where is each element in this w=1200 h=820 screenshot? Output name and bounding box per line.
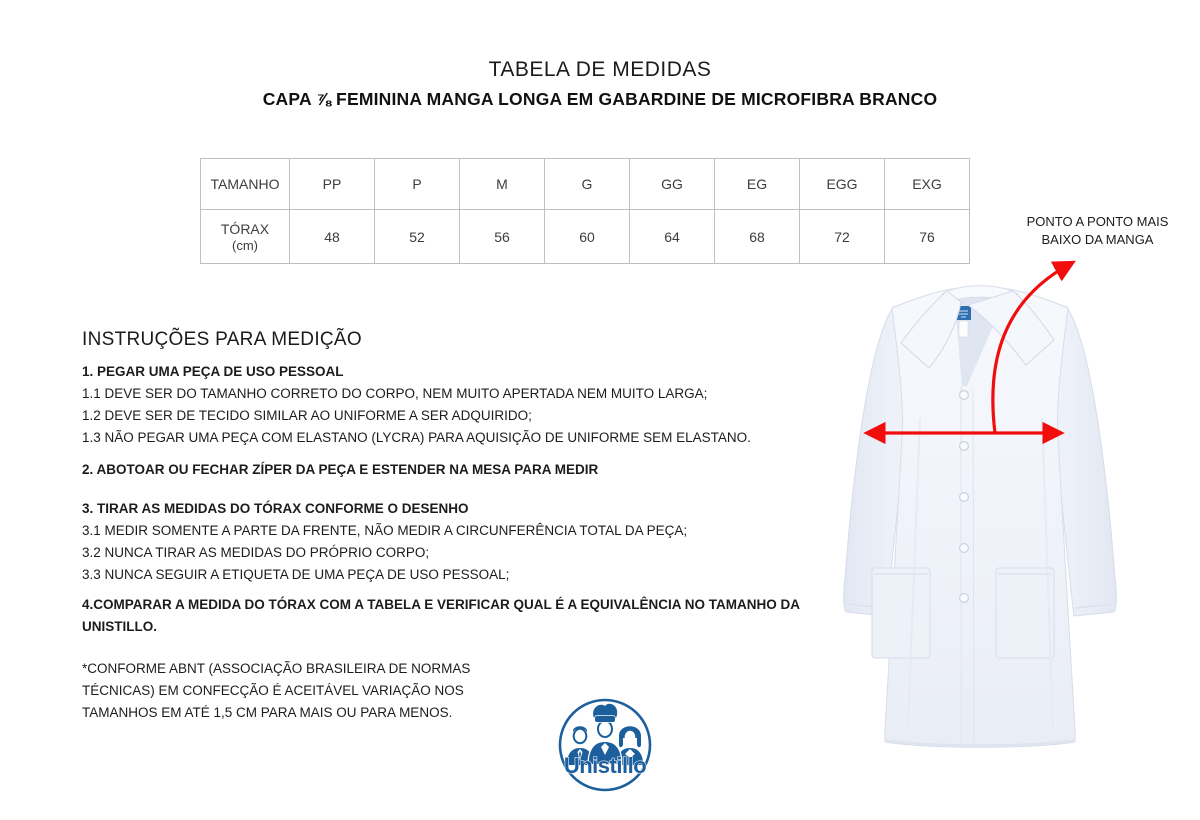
table-row-label	[201, 210, 290, 264]
annotation-line-2: BAIXO DA MANGA	[1041, 232, 1154, 247]
instruction-section-4	[82, 594, 802, 638]
table-value-cell: 68	[715, 210, 800, 264]
table-value-cell: 56	[460, 210, 545, 264]
size-table	[200, 158, 970, 264]
instructions-heading: INSTRUÇÕES PARA MEDIÇÃO	[82, 329, 362, 350]
footnote-line: TÉCNICAS) EM CONFECÇÃO É ACEITÁVEL VARIAÇÃO NOS	[82, 683, 464, 698]
size-table-value-row	[201, 210, 970, 264]
table-header-cell: EG	[715, 159, 800, 210]
table-value-cell: 48	[290, 210, 375, 264]
footnote	[82, 658, 470, 724]
instructions-body	[82, 361, 802, 638]
table-header-cell: P	[375, 159, 460, 210]
table-header-cell: M	[460, 159, 545, 210]
instruction-line: 3.2 NUNCA TIRAR AS MEDIDAS DO PRÓPRIO CORPO;	[82, 545, 430, 560]
table-value-cell: 72	[800, 210, 885, 264]
table-value-cell: 52	[375, 210, 460, 264]
lab-coat-image	[830, 278, 1130, 758]
logo-wordmark: Unistillo	[563, 753, 647, 778]
section-heading: 2. ABOTOAR OU FECHAR ZÍPER DA PEÇA E ESTENDER NA MESA PARA MEDIR	[82, 462, 599, 477]
measurement-annotation	[1015, 213, 1180, 249]
table-header-cell: GG	[630, 159, 715, 210]
instruction-section-3	[82, 498, 802, 586]
table-header-cell: EXG	[885, 159, 970, 210]
instruction-line: 1.3 NÃO PEGAR UMA PEÇA COM ELASTANO (LYCRA) PARA AQUISIÇÃO DE UNIFORME SEM ELASTANO.	[82, 430, 751, 445]
table-header-cell: G	[545, 159, 630, 210]
table-header-label: TAMANHO	[201, 159, 290, 210]
instruction-line: 1.2 DEVE SER DE TECIDO SIMILAR AO UNIFORME A SER ADQUIRIDO;	[82, 408, 532, 423]
page-title: TABELA DE MEDIDAS	[488, 58, 712, 81]
table-value-cell: 76	[885, 210, 970, 264]
instruction-section-1	[82, 361, 802, 449]
coat-pocket-left	[872, 568, 930, 658]
section-heading: 1. PEGAR UMA PEÇA DE USO PESSOAL	[82, 364, 344, 379]
section-heading: 3. TIRAR AS MEDIDAS DO TÓRAX CONFORME O DESENHO	[82, 501, 469, 516]
torax-label: TÓRAX	[220, 220, 270, 237]
table-value-cell: 60	[545, 210, 630, 264]
table-header-cell: PP	[290, 159, 375, 210]
instruction-line: 3.3 NUNCA SEGUIR A ETIQUETA DE UMA PEÇA DE USO PESSOAL;	[82, 567, 510, 582]
section-heading: 4.COMPARAR A MEDIDA DO TÓRAX COM A TABELA E VERIFICAR QUAL É A EQUIVALÊNCIA NO TAMANHO DA UNISTILLO.	[82, 597, 800, 634]
page-subtitle: CAPA ⅞ FEMININA MANGA LONGA EM GABARDINE DE MICROFIBRA BRANCO	[262, 89, 938, 109]
table-header-cell: EGG	[800, 159, 885, 210]
torax-unit: (cm)	[232, 237, 258, 253]
footnote-line: TAMANHOS EM ATÉ 1,5 CM PARA MAIS OU PARA MENOS.	[82, 705, 453, 720]
brand-logo	[552, 692, 658, 800]
coat-pocket-right	[996, 568, 1054, 658]
instruction-section-2	[82, 459, 802, 481]
annotation-line-1: PONTO A PONTO MAIS	[1026, 214, 1169, 229]
footnote-line: *CONFORME ABNT (ASSOCIAÇÃO BRASILEIRA DE NORMAS	[82, 661, 471, 676]
instruction-line: 1.1 DEVE SER DO TAMANHO CORRETO DO CORPO, NEM MUITO APERTADA NEM MUITO LARGA;	[82, 386, 708, 401]
instruction-line: 3.1 MEDIR SOMENTE A PARTE DA FRENTE, NÃO MEDIR A CIRCUNFERÊNCIA TOTAL DA PEÇA;	[82, 523, 688, 538]
size-table-header-row	[201, 159, 970, 210]
chef-hat	[593, 704, 617, 722]
coat-size-tag	[959, 321, 968, 337]
table-value-cell: 64	[630, 210, 715, 264]
